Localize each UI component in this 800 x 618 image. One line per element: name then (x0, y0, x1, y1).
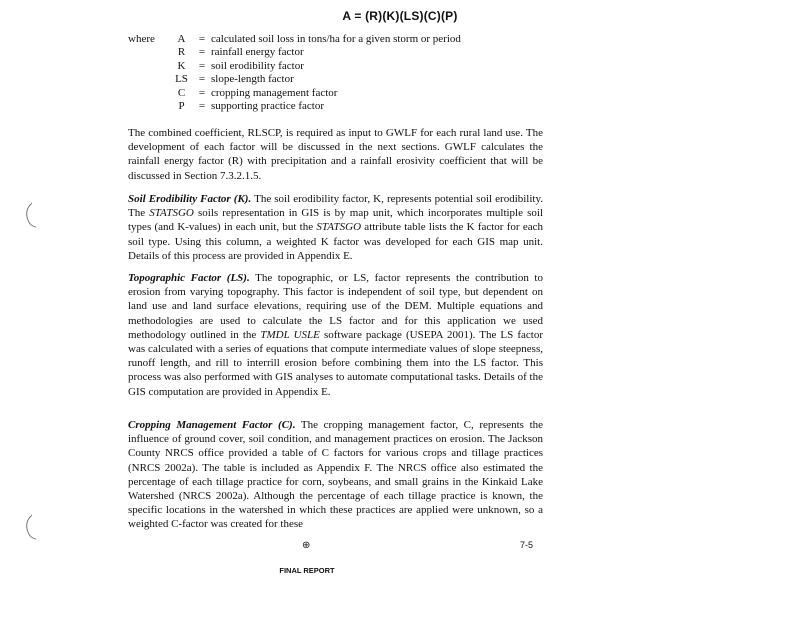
definition-symbol: P (178, 99, 185, 112)
binding-mark-icon (18, 512, 38, 542)
statsgo-term: STATSGO (149, 207, 194, 220)
equation-title: A = (R)(K)(LS)(C)(P) (342, 9, 458, 23)
definition-row (128, 73, 461, 86)
definition-equals: = (198, 99, 206, 112)
final-report-label: FINAL REPORT (279, 566, 335, 575)
body-text: The cropping management factor, C, represents the influence of ground cover, soil condition, and management practices on erosion. The Jackson County NRCS office provided a table of C factors for various crops and tillage practices (NRCS 2002a). The table is included as Appendix F. The NRCS office also estimated the percentage of each tillage practice for corn, soybeans, and small grains in the Kinkaid Lake Watershed (NRCS 2002a). Although the percentage of each tillage practice is known, the specific locations in the watershed in which these practices are applied were unknown, so a weighted C-factor was created for these (128, 419, 544, 531)
where-label: where (128, 33, 155, 45)
cropping-heading: Cropping Management Factor (C). (128, 419, 296, 431)
definitions-list (128, 33, 461, 113)
definition-description: rainfall energy factor (211, 46, 304, 59)
topographic-paragraph (128, 271, 543, 399)
body-text: soils representation in GIS is by map unit, which incorporates multiple soil types (and K-values) in each unit, but the (128, 207, 544, 234)
definition-row (128, 87, 461, 100)
topographic-heading: Topographic Factor (LS). (128, 272, 250, 284)
definition-equals: = (198, 59, 206, 72)
soil-erodibility-paragraph (128, 192, 543, 263)
software-name: TMDL USLE (260, 328, 320, 341)
page-number: 7-5 (520, 540, 534, 550)
definition-row (128, 46, 461, 59)
definition-equals: = (198, 46, 206, 59)
body-text: The soil erodibility factor, K, represents potential soil erodibility. The (128, 193, 544, 220)
statsgo-term: STATSGO (316, 221, 362, 234)
body-text: software package (USEPA 2001). The LS factor was calculated with a series of equations that compute intermediate values of slope steepness, runoff length, and rill to interrill erosion before combining them into the LS factor. This process was also performed with GIS analyses to automate computational tasks. Details of the GIS computation are provided in Appendix E. (128, 328, 543, 398)
definition-row (128, 33, 461, 46)
definition-description: soil erodibility factor (211, 59, 304, 72)
definition-symbol: LS (175, 73, 188, 86)
definition-equals: = (198, 86, 206, 99)
definition-row (128, 60, 461, 73)
definition-description: slope-length factor (211, 73, 294, 86)
soil-erodibility-heading: Soil Erodibility Factor (K). (128, 193, 252, 205)
definition-equals: = (198, 73, 206, 86)
cropping-paragraph (128, 418, 543, 532)
definition-row (128, 100, 461, 113)
definition-symbol: R (177, 46, 186, 59)
definition-description: calculated soil loss in tons/ha for a given storm or period (211, 33, 461, 45)
body-text: attribute table lists the K factor for each soil type. Using this column, a weighted K factor was developed for each GIS map unit. Details of this process are provided in Appendix E. (128, 221, 543, 262)
definition-description: cropping management factor (211, 86, 338, 99)
definition-symbol: C (177, 86, 186, 99)
footer-symbol: ⊕ (302, 540, 311, 551)
definition-symbol: A (177, 33, 186, 45)
intro-paragraph: The combined coefficient, RLSCP, is required as input to GWLF for each rural land use. The development of each factor will be discussed in the next sections. GWLF calculates the rainfall energy factor (R) with precipitation and a rainfall erosivity coefficient that will be discussed in Section 7.3.2.1.5. (128, 127, 543, 182)
definition-description: supporting practice factor (211, 99, 325, 112)
definition-equals: = (198, 33, 206, 45)
definition-symbol: K (177, 59, 186, 72)
body-text: The topographic, or LS, factor represents the contribution to erosion from varying topography. This factor is independent of soil type, but dependent on land use and land surface elevations, requiring use of the DEM. Multiple equations and methodologies are used to calculate the LS factor and for this application we used methodology outlined in the (128, 272, 543, 341)
binding-mark-icon (18, 200, 38, 230)
